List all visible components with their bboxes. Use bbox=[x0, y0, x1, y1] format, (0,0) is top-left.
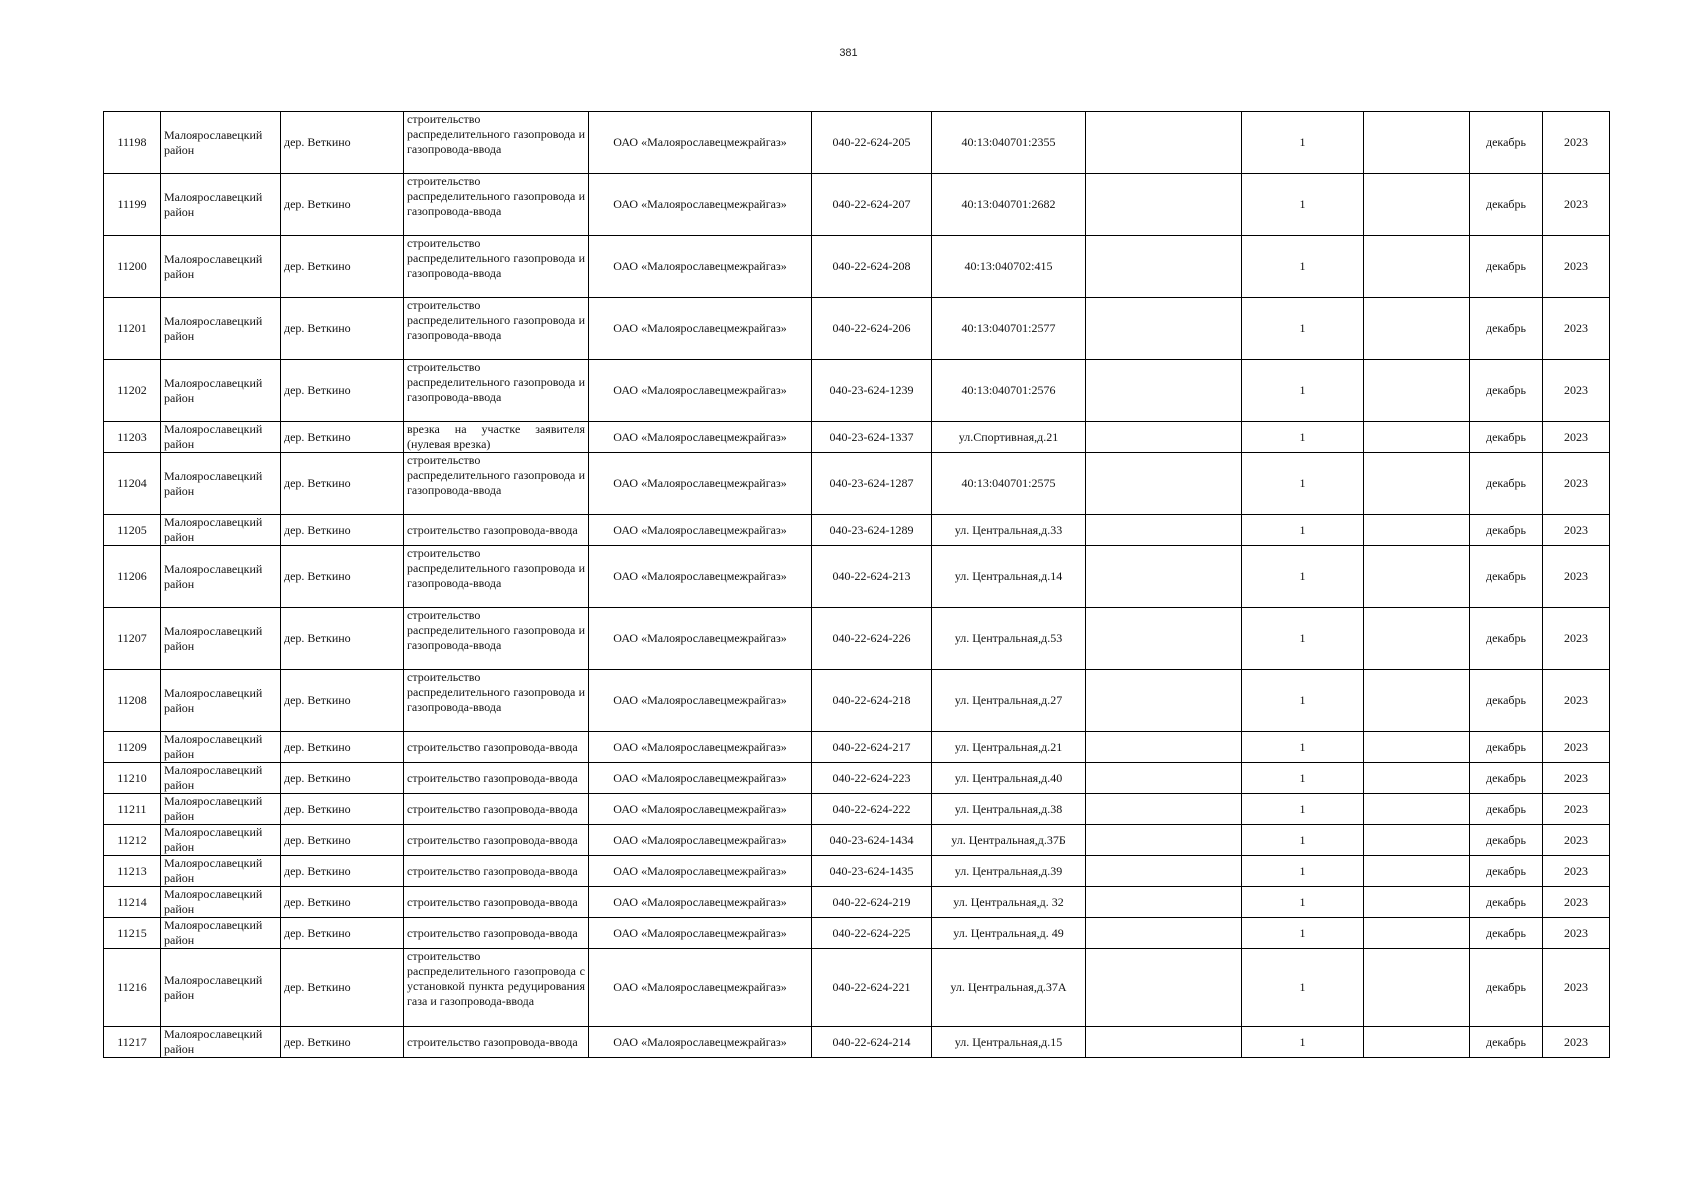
row-number: 11207 bbox=[104, 608, 161, 670]
settlement-cell: дер. Веткино bbox=[281, 112, 404, 174]
organization-cell: ОАО «Малоярославецмежрайгаз» bbox=[589, 794, 812, 825]
year-cell: 2023 bbox=[1543, 453, 1610, 515]
row-number: 11198 bbox=[104, 112, 161, 174]
row-number: 11214 bbox=[104, 887, 161, 918]
address-cell: 40:13:040701:2355 bbox=[932, 112, 1086, 174]
empty-cell bbox=[1364, 453, 1470, 515]
row-number: 11212 bbox=[104, 825, 161, 856]
month-cell: декабрь bbox=[1470, 825, 1543, 856]
settlement-cell: дер. Веткино bbox=[281, 1027, 404, 1058]
empty-cell bbox=[1086, 856, 1242, 887]
year-cell: 2023 bbox=[1543, 887, 1610, 918]
month-cell: декабрь bbox=[1470, 515, 1543, 546]
empty-cell bbox=[1086, 887, 1242, 918]
address-cell: ул. Центральная,д. 49 bbox=[932, 918, 1086, 949]
year-cell: 2023 bbox=[1543, 515, 1610, 546]
empty-cell bbox=[1364, 360, 1470, 422]
settlement-cell: дер. Веткино bbox=[281, 949, 404, 1027]
year-cell: 2023 bbox=[1543, 949, 1610, 1027]
application-code-cell: 040-23-624-1434 bbox=[812, 825, 932, 856]
region-cell: Малоярославецкий район bbox=[161, 453, 281, 515]
year-cell: 2023 bbox=[1543, 918, 1610, 949]
empty-cell bbox=[1364, 732, 1470, 763]
region-cell: Малоярославецкий район bbox=[161, 608, 281, 670]
empty-cell bbox=[1086, 515, 1242, 546]
empty-cell bbox=[1364, 515, 1470, 546]
region-cell: Малоярославецкий район bbox=[161, 236, 281, 298]
empty-cell bbox=[1086, 422, 1242, 453]
year-cell: 2023 bbox=[1543, 670, 1610, 732]
address-cell: ул.Спортивная,д.21 bbox=[932, 422, 1086, 453]
application-code-cell: 040-23-624-1435 bbox=[812, 856, 932, 887]
region-cell: Малоярославецкий район bbox=[161, 360, 281, 422]
application-code-cell: 040-22-624-214 bbox=[812, 1027, 932, 1058]
work-type-cell: строительство распределительного газопровода и газопровода-ввода bbox=[404, 236, 589, 298]
work-type-cell: строительство газопровода-ввода bbox=[404, 918, 589, 949]
address-cell: ул. Центральная,д.53 bbox=[932, 608, 1086, 670]
application-code-cell: 040-22-624-223 bbox=[812, 763, 932, 794]
address-cell: 40:13:040701:2577 bbox=[932, 298, 1086, 360]
row-number: 11199 bbox=[104, 174, 161, 236]
table-row bbox=[104, 794, 1610, 825]
application-code-cell: 040-23-624-1337 bbox=[812, 422, 932, 453]
month-cell: декабрь bbox=[1470, 887, 1543, 918]
work-type-cell: строительство газопровода-ввода bbox=[404, 732, 589, 763]
month-cell: декабрь bbox=[1470, 949, 1543, 1027]
organization-cell: ОАО «Малоярославецмежрайгаз» bbox=[589, 670, 812, 732]
empty-cell bbox=[1086, 360, 1242, 422]
organization-cell: ОАО «Малоярославецмежрайгаз» bbox=[589, 887, 812, 918]
page-number: 381 bbox=[839, 47, 858, 59]
month-cell: декабрь bbox=[1470, 174, 1543, 236]
region-cell: Малоярославецкий район bbox=[161, 732, 281, 763]
application-code-cell: 040-22-624-218 bbox=[812, 670, 932, 732]
work-type-cell: строительство газопровода-ввода bbox=[404, 856, 589, 887]
organization-cell: ОАО «Малоярославецмежрайгаз» bbox=[589, 608, 812, 670]
work-type-cell: врезка на участке заявителя (нулевая врезка) bbox=[404, 422, 589, 453]
count-cell: 1 bbox=[1242, 949, 1364, 1027]
empty-cell bbox=[1086, 236, 1242, 298]
settlement-cell: дер. Веткино bbox=[281, 422, 404, 453]
empty-cell bbox=[1086, 763, 1242, 794]
organization-cell: ОАО «Малоярославецмежрайгаз» bbox=[589, 174, 812, 236]
table-row bbox=[104, 949, 1610, 1027]
application-code-cell: 040-22-624-221 bbox=[812, 949, 932, 1027]
month-cell: декабрь bbox=[1470, 112, 1543, 174]
year-cell: 2023 bbox=[1543, 298, 1610, 360]
work-type-cell: строительство газопровода-ввода bbox=[404, 794, 589, 825]
address-cell: 40:13:040702:415 bbox=[932, 236, 1086, 298]
count-cell: 1 bbox=[1242, 1027, 1364, 1058]
table-row bbox=[104, 422, 1610, 453]
region-cell: Малоярославецкий район bbox=[161, 825, 281, 856]
region-cell: Малоярославецкий район bbox=[161, 763, 281, 794]
organization-cell: ОАО «Малоярославецмежрайгаз» bbox=[589, 298, 812, 360]
year-cell: 2023 bbox=[1543, 1027, 1610, 1058]
count-cell: 1 bbox=[1242, 453, 1364, 515]
application-code-cell: 040-22-624-206 bbox=[812, 298, 932, 360]
count-cell: 1 bbox=[1242, 236, 1364, 298]
row-number: 11203 bbox=[104, 422, 161, 453]
empty-cell bbox=[1364, 174, 1470, 236]
year-cell: 2023 bbox=[1543, 360, 1610, 422]
work-type-cell: строительство газопровода-ввода bbox=[404, 515, 589, 546]
work-type-cell: строительство распределительного газопровода и газопровода-ввода bbox=[404, 298, 589, 360]
table-row bbox=[104, 670, 1610, 732]
table-row bbox=[104, 236, 1610, 298]
year-cell: 2023 bbox=[1543, 422, 1610, 453]
count-cell: 1 bbox=[1242, 174, 1364, 236]
month-cell: декабрь bbox=[1470, 453, 1543, 515]
address-cell: ул. Центральная,д.21 bbox=[932, 732, 1086, 763]
empty-cell bbox=[1364, 918, 1470, 949]
table-row bbox=[104, 763, 1610, 794]
row-number: 11205 bbox=[104, 515, 161, 546]
count-cell: 1 bbox=[1242, 608, 1364, 670]
work-type-cell: строительство распределительного газопровода и газопровода-ввода bbox=[404, 360, 589, 422]
count-cell: 1 bbox=[1242, 670, 1364, 732]
empty-cell bbox=[1086, 918, 1242, 949]
organization-cell: ОАО «Малоярославецмежрайгаз» bbox=[589, 236, 812, 298]
settlement-cell: дер. Веткино bbox=[281, 670, 404, 732]
region-cell: Малоярославецкий район bbox=[161, 918, 281, 949]
month-cell: декабрь bbox=[1470, 608, 1543, 670]
settlement-cell: дер. Веткино bbox=[281, 825, 404, 856]
application-code-cell: 040-22-624-226 bbox=[812, 608, 932, 670]
count-cell: 1 bbox=[1242, 422, 1364, 453]
organization-cell: ОАО «Малоярославецмежрайгаз» bbox=[589, 918, 812, 949]
organization-cell: ОАО «Малоярославецмежрайгаз» bbox=[589, 453, 812, 515]
table-row bbox=[104, 453, 1610, 515]
address-cell: ул. Центральная,д.40 bbox=[932, 763, 1086, 794]
organization-cell: ОАО «Малоярославецмежрайгаз» bbox=[589, 856, 812, 887]
row-number: 11213 bbox=[104, 856, 161, 887]
table-row bbox=[104, 1027, 1610, 1058]
work-type-cell: строительство распределительного газопровода с установкой пункта редуцирования газа и газопровода-ввода bbox=[404, 949, 589, 1027]
empty-cell bbox=[1086, 949, 1242, 1027]
region-cell: Малоярославецкий район bbox=[161, 949, 281, 1027]
count-cell: 1 bbox=[1242, 794, 1364, 825]
year-cell: 2023 bbox=[1543, 794, 1610, 825]
year-cell: 2023 bbox=[1543, 732, 1610, 763]
region-cell: Малоярославецкий район bbox=[161, 794, 281, 825]
month-cell: декабрь bbox=[1470, 546, 1543, 608]
empty-cell bbox=[1086, 732, 1242, 763]
address-cell: ул. Центральная,д. 32 bbox=[932, 887, 1086, 918]
settlement-cell: дер. Веткино bbox=[281, 918, 404, 949]
region-cell: Малоярославецкий район bbox=[161, 298, 281, 360]
empty-cell bbox=[1086, 112, 1242, 174]
table-row bbox=[104, 515, 1610, 546]
empty-cell bbox=[1364, 298, 1470, 360]
row-number: 11210 bbox=[104, 763, 161, 794]
work-type-cell: строительство распределительного газопровода и газопровода-ввода bbox=[404, 546, 589, 608]
month-cell: декабрь bbox=[1470, 794, 1543, 825]
address-cell: 40:13:040701:2576 bbox=[932, 360, 1086, 422]
row-number: 11209 bbox=[104, 732, 161, 763]
settlement-cell: дер. Веткино bbox=[281, 298, 404, 360]
row-number: 11215 bbox=[104, 918, 161, 949]
work-type-cell: строительство распределительного газопровода и газопровода-ввода bbox=[404, 112, 589, 174]
year-cell: 2023 bbox=[1543, 763, 1610, 794]
month-cell: декабрь bbox=[1470, 422, 1543, 453]
empty-cell bbox=[1364, 670, 1470, 732]
gasification-registry-table bbox=[103, 111, 1610, 1058]
work-type-cell: строительство распределительного газопровода и газопровода-ввода bbox=[404, 608, 589, 670]
month-cell: декабрь bbox=[1470, 298, 1543, 360]
year-cell: 2023 bbox=[1543, 825, 1610, 856]
application-code-cell: 040-22-624-219 bbox=[812, 887, 932, 918]
organization-cell: ОАО «Малоярославецмежрайгаз» bbox=[589, 732, 812, 763]
table-row bbox=[104, 825, 1610, 856]
year-cell: 2023 bbox=[1543, 174, 1610, 236]
count-cell: 1 bbox=[1242, 546, 1364, 608]
row-number: 11204 bbox=[104, 453, 161, 515]
organization-cell: ОАО «Малоярославецмежрайгаз» bbox=[589, 825, 812, 856]
application-code-cell: 040-22-624-208 bbox=[812, 236, 932, 298]
count-cell: 1 bbox=[1242, 732, 1364, 763]
work-type-cell: строительство распределительного газопровода и газопровода-ввода bbox=[404, 174, 589, 236]
work-type-cell: строительство распределительного газопровода и газопровода-ввода bbox=[404, 453, 589, 515]
settlement-cell: дер. Веткино bbox=[281, 515, 404, 546]
count-cell: 1 bbox=[1242, 856, 1364, 887]
empty-cell bbox=[1364, 546, 1470, 608]
address-cell: ул. Центральная,д.38 bbox=[932, 794, 1086, 825]
count-cell: 1 bbox=[1242, 298, 1364, 360]
row-number: 11201 bbox=[104, 298, 161, 360]
count-cell: 1 bbox=[1242, 918, 1364, 949]
month-cell: декабрь bbox=[1470, 732, 1543, 763]
settlement-cell: дер. Веткино bbox=[281, 174, 404, 236]
organization-cell: ОАО «Малоярославецмежрайгаз» bbox=[589, 360, 812, 422]
empty-cell bbox=[1364, 763, 1470, 794]
region-cell: Малоярославецкий район bbox=[161, 856, 281, 887]
address-cell: ул. Центральная,д.37А bbox=[932, 949, 1086, 1027]
region-cell: Малоярославецкий район bbox=[161, 515, 281, 546]
count-cell: 1 bbox=[1242, 360, 1364, 422]
settlement-cell: дер. Веткино bbox=[281, 887, 404, 918]
application-code-cell: 040-22-624-225 bbox=[812, 918, 932, 949]
settlement-cell: дер. Веткино bbox=[281, 763, 404, 794]
address-cell: ул. Центральная,д.33 bbox=[932, 515, 1086, 546]
work-type-cell: строительство газопровода-ввода bbox=[404, 763, 589, 794]
application-code-cell: 040-23-624-1239 bbox=[812, 360, 932, 422]
organization-cell: ОАО «Малоярославецмежрайгаз» bbox=[589, 515, 812, 546]
settlement-cell: дер. Веткино bbox=[281, 608, 404, 670]
month-cell: декабрь bbox=[1470, 360, 1543, 422]
empty-cell bbox=[1086, 298, 1242, 360]
year-cell: 2023 bbox=[1543, 236, 1610, 298]
row-number: 11211 bbox=[104, 794, 161, 825]
year-cell: 2023 bbox=[1543, 608, 1610, 670]
month-cell: декабрь bbox=[1470, 670, 1543, 732]
month-cell: декабрь bbox=[1470, 236, 1543, 298]
registry-body bbox=[104, 112, 1610, 1058]
settlement-cell: дер. Веткино bbox=[281, 453, 404, 515]
empty-cell bbox=[1086, 608, 1242, 670]
month-cell: декабрь bbox=[1470, 1027, 1543, 1058]
row-number: 11206 bbox=[104, 546, 161, 608]
empty-cell bbox=[1086, 825, 1242, 856]
address-cell: 40:13:040701:2575 bbox=[932, 453, 1086, 515]
region-cell: Малоярославецкий район bbox=[161, 546, 281, 608]
empty-cell bbox=[1364, 236, 1470, 298]
region-cell: Малоярославецкий район bbox=[161, 112, 281, 174]
settlement-cell: дер. Веткино bbox=[281, 794, 404, 825]
empty-cell bbox=[1364, 887, 1470, 918]
row-number: 11217 bbox=[104, 1027, 161, 1058]
work-type-cell: строительство газопровода-ввода bbox=[404, 1027, 589, 1058]
address-cell: ул. Центральная,д.37Б bbox=[932, 825, 1086, 856]
empty-cell bbox=[1086, 453, 1242, 515]
application-code-cell: 040-22-624-207 bbox=[812, 174, 932, 236]
year-cell: 2023 bbox=[1543, 546, 1610, 608]
settlement-cell: дер. Веткино bbox=[281, 856, 404, 887]
region-cell: Малоярославецкий район bbox=[161, 670, 281, 732]
empty-cell bbox=[1364, 422, 1470, 453]
address-cell: ул. Центральная,д.15 bbox=[932, 1027, 1086, 1058]
empty-cell bbox=[1364, 825, 1470, 856]
organization-cell: ОАО «Малоярославецмежрайгаз» bbox=[589, 546, 812, 608]
settlement-cell: дер. Веткино bbox=[281, 236, 404, 298]
year-cell: 2023 bbox=[1543, 856, 1610, 887]
year-cell: 2023 bbox=[1543, 112, 1610, 174]
month-cell: декабрь bbox=[1470, 918, 1543, 949]
application-code-cell: 040-22-624-222 bbox=[812, 794, 932, 825]
empty-cell bbox=[1086, 546, 1242, 608]
row-number: 11202 bbox=[104, 360, 161, 422]
organization-cell: ОАО «Малоярославецмежрайгаз» bbox=[589, 949, 812, 1027]
empty-cell bbox=[1364, 112, 1470, 174]
table-row bbox=[104, 918, 1610, 949]
count-cell: 1 bbox=[1242, 112, 1364, 174]
work-type-cell: строительство распределительного газопровода и газопровода-ввода bbox=[404, 670, 589, 732]
empty-cell bbox=[1364, 608, 1470, 670]
application-code-cell: 040-23-624-1287 bbox=[812, 453, 932, 515]
work-type-cell: строительство газопровода-ввода bbox=[404, 887, 589, 918]
row-number: 11200 bbox=[104, 236, 161, 298]
region-cell: Малоярославецкий район bbox=[161, 174, 281, 236]
table-row bbox=[104, 887, 1610, 918]
address-cell: ул. Центральная,д.14 bbox=[932, 546, 1086, 608]
row-number: 11208 bbox=[104, 670, 161, 732]
organization-cell: ОАО «Малоярославецмежрайгаз» bbox=[589, 422, 812, 453]
table-row bbox=[104, 608, 1610, 670]
application-code-cell: 040-22-624-213 bbox=[812, 546, 932, 608]
empty-cell bbox=[1364, 856, 1470, 887]
empty-cell bbox=[1364, 794, 1470, 825]
table-row bbox=[104, 174, 1610, 236]
region-cell: Малоярославецкий район bbox=[161, 887, 281, 918]
application-code-cell: 040-22-624-205 bbox=[812, 112, 932, 174]
address-cell: 40:13:040701:2682 bbox=[932, 174, 1086, 236]
table-row bbox=[104, 732, 1610, 763]
month-cell: декабрь bbox=[1470, 763, 1543, 794]
settlement-cell: дер. Веткино bbox=[281, 546, 404, 608]
application-code-cell: 040-23-624-1289 bbox=[812, 515, 932, 546]
region-cell: Малоярославецкий район bbox=[161, 1027, 281, 1058]
empty-cell bbox=[1364, 1027, 1470, 1058]
table-row bbox=[104, 856, 1610, 887]
month-cell: декабрь bbox=[1470, 856, 1543, 887]
address-cell: ул. Центральная,д.39 bbox=[932, 856, 1086, 887]
work-type-cell: строительство газопровода-ввода bbox=[404, 825, 589, 856]
table-row bbox=[104, 298, 1610, 360]
empty-cell bbox=[1364, 949, 1470, 1027]
count-cell: 1 bbox=[1242, 825, 1364, 856]
count-cell: 1 bbox=[1242, 887, 1364, 918]
empty-cell bbox=[1086, 1027, 1242, 1058]
count-cell: 1 bbox=[1242, 515, 1364, 546]
count-cell: 1 bbox=[1242, 763, 1364, 794]
settlement-cell: дер. Веткино bbox=[281, 360, 404, 422]
table-row bbox=[104, 546, 1610, 608]
address-cell: ул. Центральная,д.27 bbox=[932, 670, 1086, 732]
empty-cell bbox=[1086, 794, 1242, 825]
empty-cell bbox=[1086, 174, 1242, 236]
settlement-cell: дер. Веткино bbox=[281, 732, 404, 763]
organization-cell: ОАО «Малоярославецмежрайгаз» bbox=[589, 112, 812, 174]
organization-cell: ОАО «Малоярославецмежрайгаз» bbox=[589, 763, 812, 794]
region-cell: Малоярославецкий район bbox=[161, 422, 281, 453]
empty-cell bbox=[1086, 670, 1242, 732]
application-code-cell: 040-22-624-217 bbox=[812, 732, 932, 763]
organization-cell: ОАО «Малоярославецмежрайгаз» bbox=[589, 1027, 812, 1058]
row-number: 11216 bbox=[104, 949, 161, 1027]
table-row bbox=[104, 360, 1610, 422]
table-row bbox=[104, 112, 1610, 174]
